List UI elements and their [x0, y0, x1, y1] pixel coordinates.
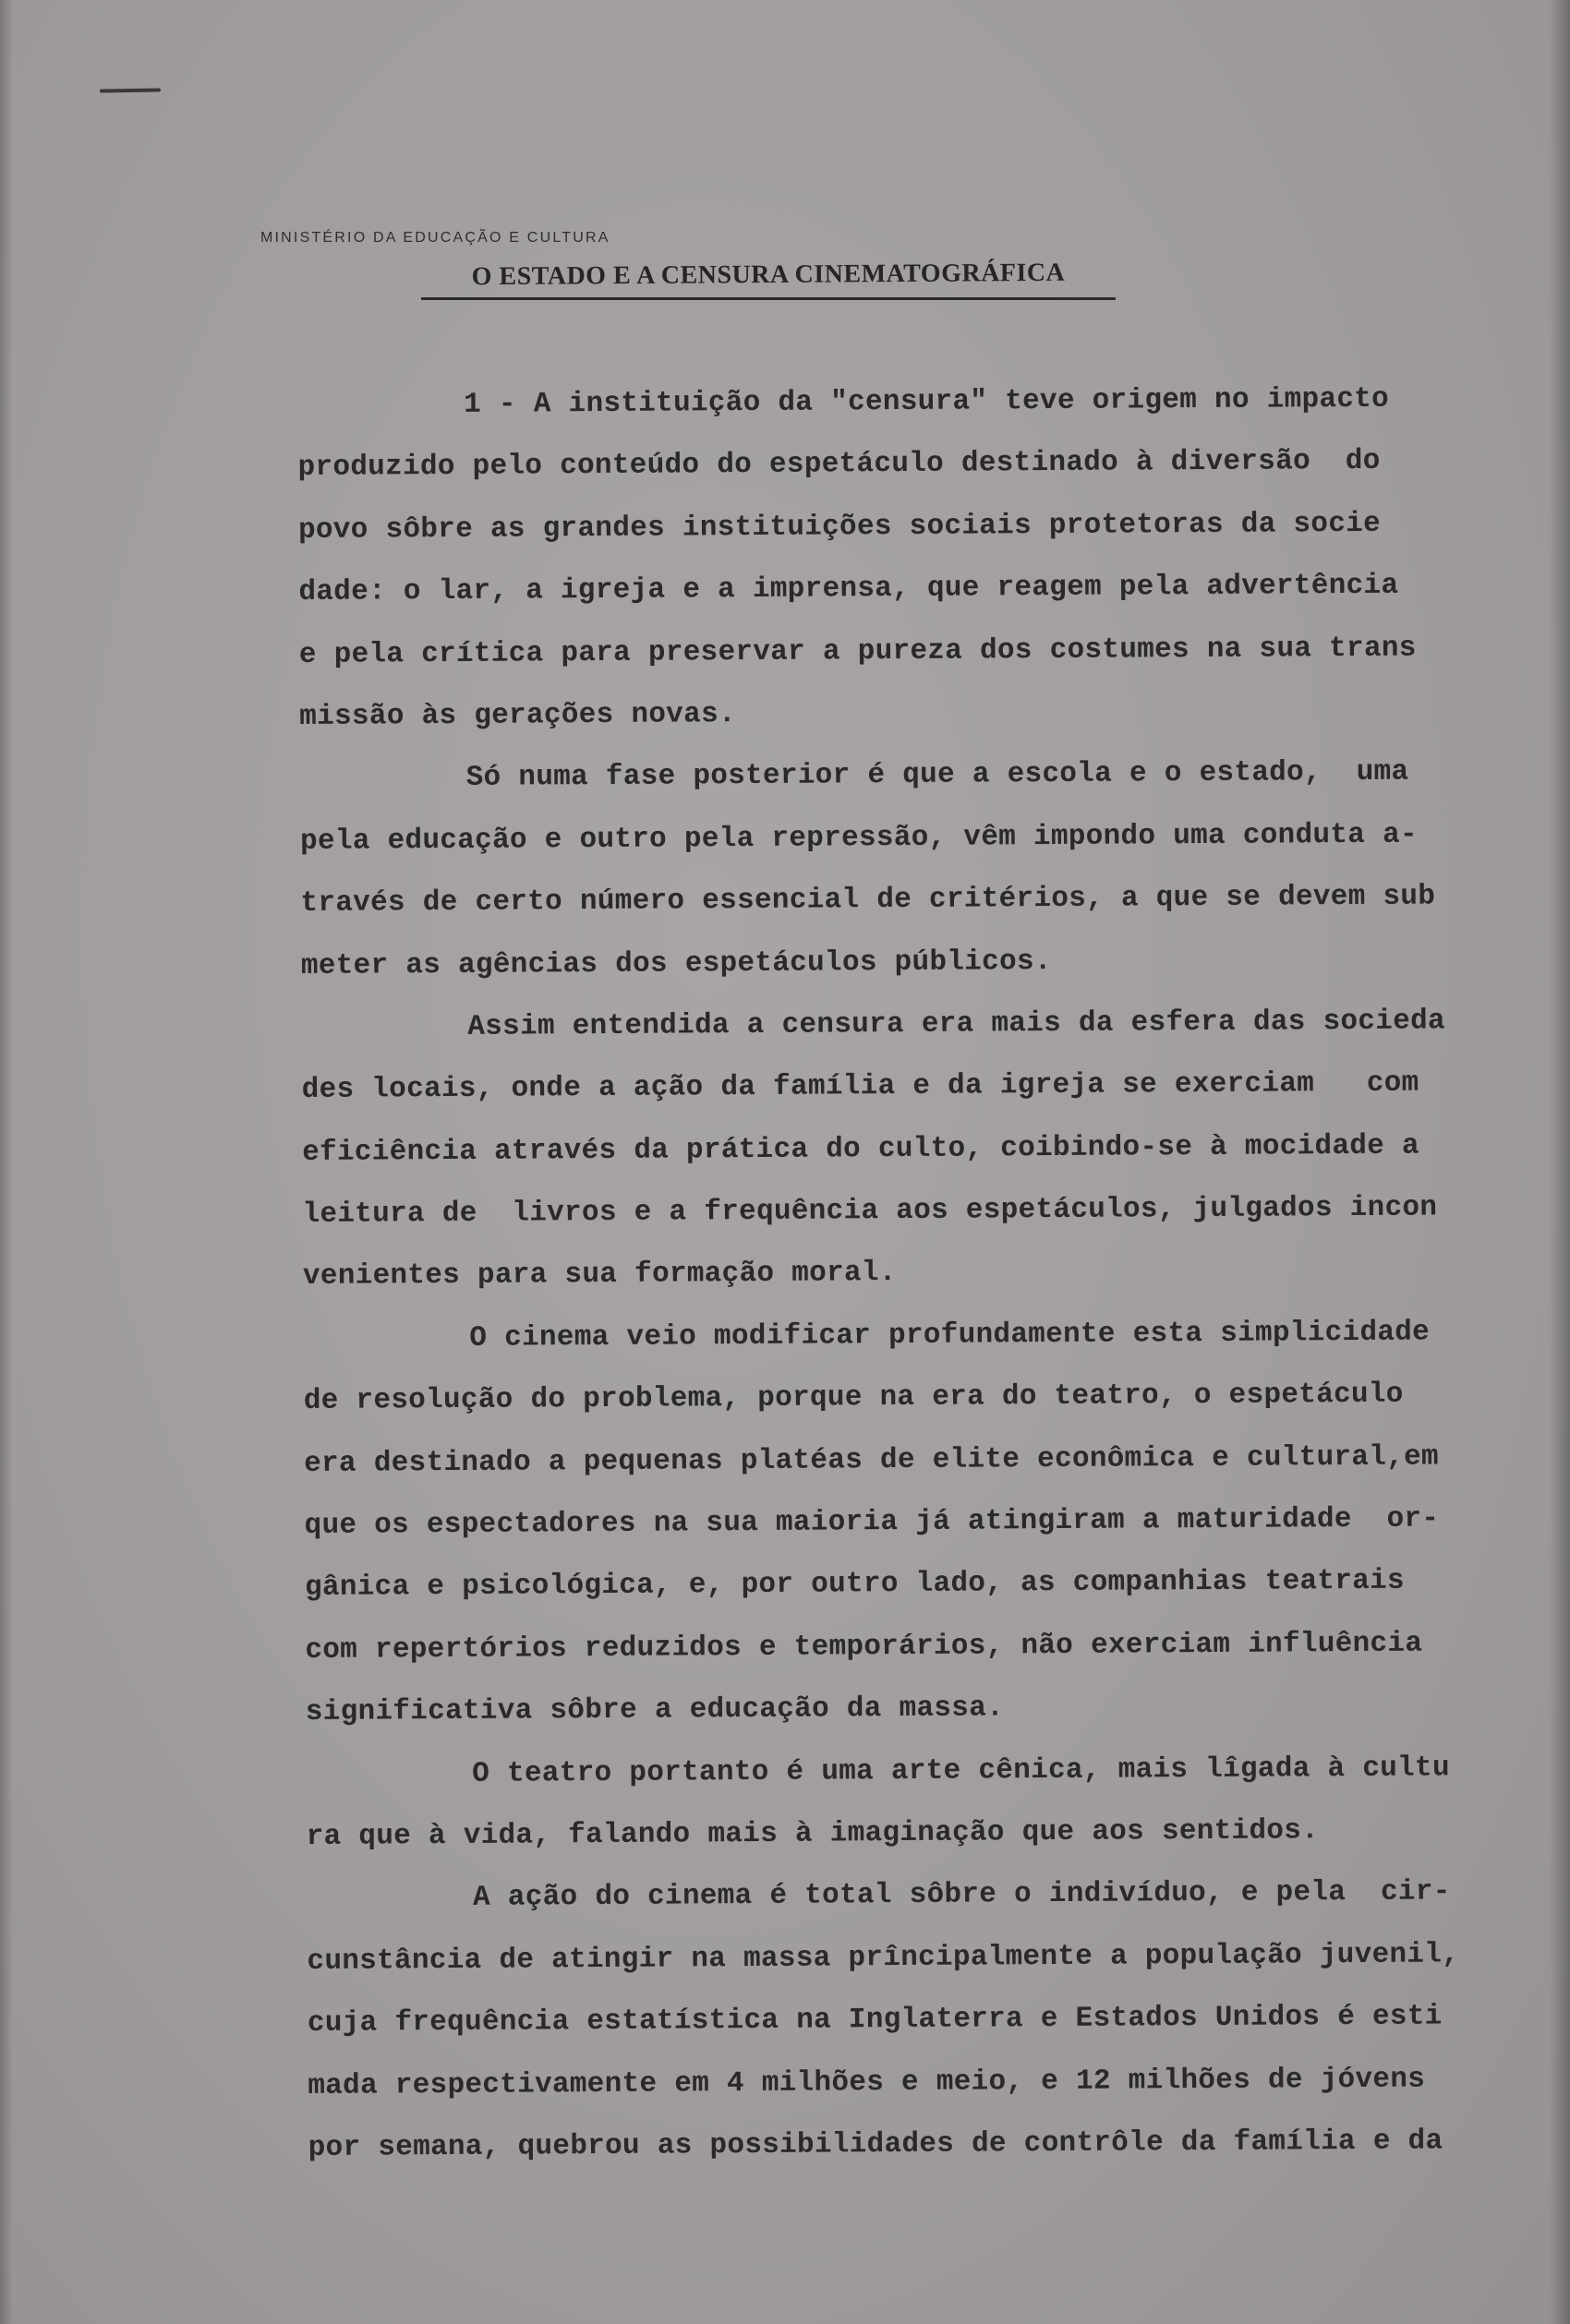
- page-left-shadow: [0, 0, 13, 2324]
- document-body: [297, 367, 1528, 2179]
- text-line: povo sôbre as grandes instituições sociais protetoras da socie: [297, 507, 1382, 547]
- text-line: gânica e psicológica, e, por outro lado, as companhias teatrais: [304, 1565, 1406, 1605]
- text-line: era destinado a pequenas platéas de elite econômica e cultural,em: [304, 1440, 1439, 1480]
- text-line: mada respectivamente em 4 milhões e meio, e 12 milhões de jóvens: [308, 2063, 1426, 2102]
- text-line: de resolução do problema, porque na era do teatro, o espetáculo: [303, 1378, 1404, 1418]
- text-line: eficiência através da prática do culto, coibindo-se à mocidade a: [302, 1129, 1420, 1169]
- text-line: cuja frequência estatística na Inglaterra e Estados Unidos é esti: [307, 2000, 1443, 2041]
- title-underline: [421, 260, 1116, 300]
- text-line: Só numa fase posterior é que a escola e o estado, uma: [465, 756, 1409, 795]
- text-line: produzido pelo conteúdo do espetáculo destinado à diversão do: [297, 445, 1381, 485]
- text-line: 1 - A instituição da "censura" teve origem no impacto: [464, 382, 1390, 421]
- text-line: meter as agências dos espetáculos públicos.: [300, 945, 1052, 982]
- letterhead: MINISTÉRIO DA EDUCAÇÃO E CULTURA: [260, 230, 610, 246]
- staple-mark: [100, 88, 161, 92]
- text-line: leitura de livros e a frequência aos espetáculos, julgados incon: [302, 1191, 1438, 1232]
- text-line: pela educação e outro pela repressão, vêm impondo uma conduta a-: [299, 818, 1418, 858]
- text-line: com repertórios reduzidos e temporários, não exerciam influência: [305, 1627, 1423, 1667]
- text-line: cunstância de atingir na massa prîncipalmente a população juvenil,: [307, 1938, 1460, 1978]
- text-line: ra que à vida, falando mais à imaginação que aos sentidos.: [306, 1814, 1320, 1853]
- text-line: missão às gerações novas.: [299, 698, 736, 733]
- text-line: que os espectadores na sua maioria já atingiram a maturidade or-: [304, 1502, 1440, 1543]
- page-right-shadow: [1550, 0, 1570, 2324]
- text-line: través de certo número essencial de critérios, a que se devem sub: [300, 880, 1436, 921]
- text-line: des locais, onde a ação da família e da igreja se exerciam com: [301, 1066, 1419, 1107]
- text-line: venientes para sua formação moral.: [302, 1257, 897, 1294]
- text-line: por semana, quebrou as possibilidades de contrôle da família e da: [308, 2125, 1443, 2164]
- text-line: Assim entendida a censura era mais da esfera das socieda: [467, 1005, 1445, 1043]
- text-line: e pela crítica para preservar a pureza dos costumes na sua trans: [298, 632, 1417, 671]
- text-line: significativa sôbre a educação da massa.: [305, 1692, 1005, 1729]
- text-line: A ação do cinema é total sôbre o indivíduo, e pela cir-: [472, 1875, 1451, 1915]
- document-title: O ESTADO E A CENSURA CINEMATOGRÁFICA: [471, 258, 1066, 292]
- text-line: O cinema veio modificar profundamente esta simplicidade: [469, 1316, 1431, 1355]
- text-line: O teatro portanto é uma arte cênica, mais lîgada à cultu: [472, 1751, 1450, 1790]
- text-line: dade: o lar, a igreja e a imprensa, que reagem pela advertência: [298, 569, 1399, 609]
